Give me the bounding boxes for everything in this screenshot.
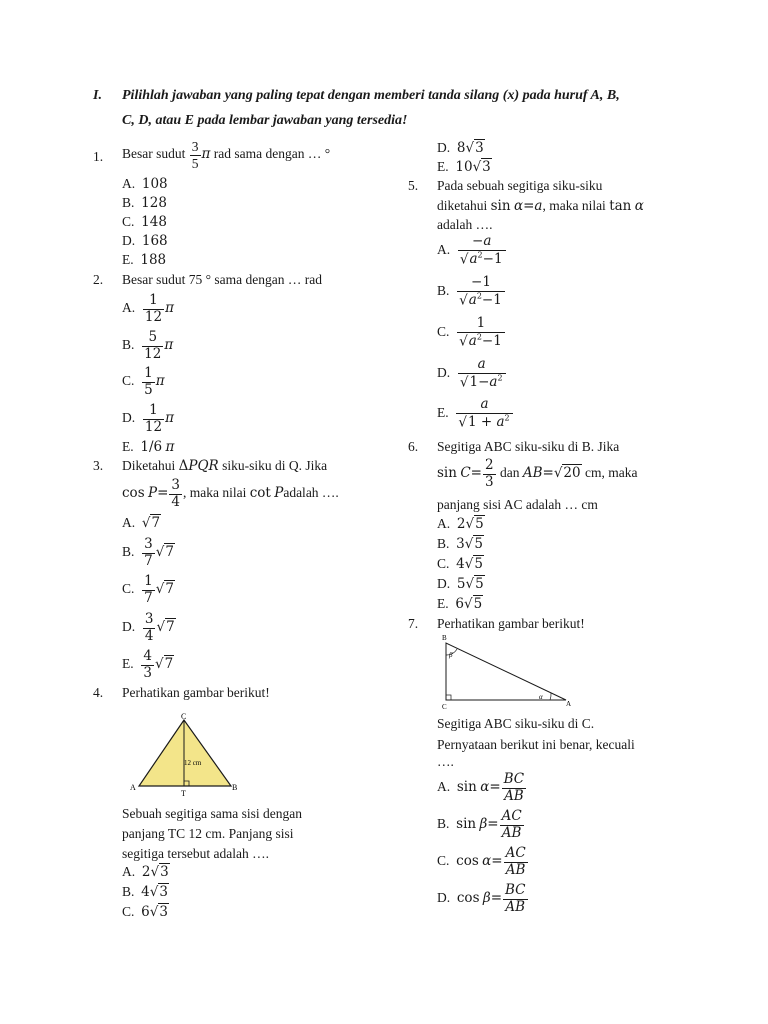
- radicand-var: a: [468, 333, 477, 350]
- angle: α: [480, 779, 490, 796]
- label-a: A: [566, 700, 572, 708]
- text: siku-siku di Q. Jika: [222, 458, 328, 473]
- frac-den: 4: [171, 493, 180, 510]
- equals: =: [542, 465, 554, 482]
- pi-symbol: π: [164, 337, 174, 354]
- option-fraction: [500, 809, 524, 841]
- q5-number: 5.: [408, 178, 419, 193]
- q5-option-d[interactable]: [437, 357, 507, 391]
- q5-option-a[interactable]: [437, 234, 507, 268]
- q3-option-a[interactable]: [122, 515, 161, 531]
- frac-den: [458, 250, 506, 268]
- q6-option-c[interactable]: [437, 556, 484, 572]
- q4-number: 4.: [93, 685, 104, 700]
- q1-number: 1.: [93, 149, 104, 164]
- sqrt: $√1-a^2$: [459, 373, 503, 391]
- sqrt: √7: [155, 544, 174, 561]
- sqrt: √20: [553, 465, 581, 482]
- radicand-var: a: [468, 292, 477, 309]
- sqrt: $√a^2-1$: [459, 291, 502, 309]
- frac-den: AB: [502, 788, 527, 805]
- frac-den: AB: [504, 862, 528, 879]
- label-b: B: [232, 783, 238, 792]
- radicand: 5: [475, 516, 484, 532]
- frac-den: [458, 373, 506, 391]
- frac-num: AC: [501, 808, 522, 824]
- frac-num: 1: [149, 402, 158, 418]
- frac-den: AB: [503, 899, 528, 916]
- alpha: α: [634, 198, 644, 214]
- option-fraction: [142, 537, 155, 569]
- option-letter: D.: [437, 576, 451, 591]
- option-letter: C.: [437, 323, 450, 339]
- q7-option-d[interactable]: D. cos β= $\frac{BC}{AB}$: [437, 882, 526, 915]
- sqrt: √7: [156, 619, 175, 636]
- option-letter: C.: [122, 214, 135, 229]
- option-letter: E.: [437, 596, 449, 611]
- radicand-tail: −1: [481, 292, 502, 309]
- option-letter: A.: [437, 779, 451, 795]
- q4-option-b[interactable]: [122, 884, 169, 900]
- option-letter: A.: [122, 864, 136, 879]
- frac-num: 1: [144, 573, 153, 589]
- equals: =: [157, 485, 169, 502]
- q3-stem-line2: [122, 478, 339, 510]
- sqrt: $√1 + a^2$: [458, 413, 510, 431]
- option-letter: B.: [437, 816, 450, 832]
- q5-stem-line1: Pada sebuah segitiga siku-siku: [437, 178, 603, 193]
- instruction-line-1: Pilihlah jawaban yang paling tepat dengan memberi tanda silang (x) pada huruf A, B,: [122, 88, 620, 103]
- q1-option-e[interactable]: [122, 252, 166, 268]
- q7-stem: Perhatikan gambar berikut!: [437, 616, 585, 631]
- frac-den: [457, 291, 505, 309]
- q2-option-e[interactable]: [122, 439, 174, 455]
- q3-option-e[interactable]: [122, 649, 174, 681]
- frac-den: [457, 332, 505, 350]
- q7-desc-line2: Pernyataan berikut ini benar, kecuali: [437, 737, 635, 752]
- q1-option-a[interactable]: [122, 176, 168, 192]
- q7-option-c[interactable]: C. cos α= $\frac{AC}{AB}$: [437, 845, 526, 878]
- exponent: 2: [504, 413, 510, 423]
- label-a: A: [130, 783, 136, 792]
- option-letter: D.: [122, 410, 136, 426]
- q7-option-a[interactable]: A. sin α= $\frac{BC}{AB}$: [437, 771, 525, 804]
- sqrt: √7: [154, 656, 174, 673]
- q1-frac-num: 3: [191, 139, 199, 154]
- q7-triangle-figure: [436, 633, 576, 711]
- radicand: 3: [159, 904, 168, 920]
- option-letter: B.: [122, 337, 135, 353]
- coefficient: 2: [456, 516, 466, 532]
- q2-option-d[interactable]: [122, 403, 174, 435]
- frac-den: 7: [144, 589, 153, 606]
- radicand: 5: [474, 556, 483, 572]
- coefficient: 4: [141, 884, 150, 900]
- q4-option-d[interactable]: [437, 140, 485, 156]
- tan-fn: tan: [609, 198, 632, 214]
- option-letter: C.: [437, 556, 450, 571]
- option-letter: D.: [437, 364, 451, 380]
- equals: =: [470, 465, 482, 482]
- coefficient: 6: [141, 904, 150, 920]
- frac-num: 5: [148, 329, 158, 345]
- coefficient: 6: [455, 596, 464, 612]
- equals: =: [523, 198, 535, 214]
- q4-desc-line2: panjang TC 12 cm. Panjang sisi: [122, 826, 294, 841]
- q2-number: 2.: [93, 272, 104, 287]
- q6-number: 6.: [408, 439, 419, 454]
- radicand: 5: [475, 576, 484, 592]
- label-c: C: [442, 703, 447, 711]
- sqrt: √3: [465, 140, 484, 156]
- coefficient: 10: [455, 159, 473, 175]
- radicand: 3: [159, 884, 168, 900]
- angle: α: [482, 853, 492, 870]
- frac-den: 12: [144, 345, 162, 362]
- q6-option-d[interactable]: [437, 576, 485, 592]
- frac-den: 3: [143, 664, 152, 681]
- label-length: 12 cm: [184, 759, 202, 767]
- q2-option-a[interactable]: [122, 293, 174, 325]
- q4-desc-line3: segitiga tersebut adalah ….: [122, 846, 269, 861]
- option-letter: E.: [122, 656, 134, 672]
- coefficient: 4: [456, 556, 465, 572]
- cot-fn: cot: [249, 485, 271, 502]
- radicand-lead: 1−: [469, 374, 490, 391]
- q4-stem: Perhatikan gambar berikut!: [122, 685, 270, 700]
- option-text: 148: [141, 214, 167, 230]
- option-letter: B.: [122, 195, 135, 210]
- exponent: 2: [476, 291, 482, 301]
- option-fraction: [456, 397, 512, 431]
- option-fraction: [143, 293, 164, 325]
- sqrt: √3: [472, 159, 491, 175]
- q5-stem-line3: adalah ….: [437, 217, 493, 232]
- q1-pi: π: [201, 146, 211, 163]
- trig-fn: sin: [456, 816, 477, 833]
- q4-option-c[interactable]: [122, 904, 169, 920]
- option-letter: E.: [122, 252, 134, 267]
- q7-desc-line3: ….: [437, 754, 454, 769]
- text: dan: [499, 465, 520, 481]
- q2-option-c[interactable]: [122, 366, 165, 398]
- radicand: 20: [563, 465, 581, 482]
- alpha: α: [513, 198, 524, 214]
- sqrt: √3: [150, 864, 169, 880]
- option-fraction: [142, 330, 163, 362]
- frac-den: 3: [484, 473, 494, 490]
- var-a: a: [534, 198, 543, 214]
- option-letter: A.: [122, 176, 136, 191]
- right-triangle: [446, 643, 566, 700]
- q6-stem-line1: Segitiga ABC siku-siku di B. Jika: [437, 439, 620, 454]
- q2-stem: Besar sudut 75 ° sama dengan … rad: [122, 272, 322, 287]
- q6-stem-line3: panjang sisi AC adalah … cm: [437, 497, 598, 512]
- frac-num: a: [480, 396, 489, 412]
- q6-option-a[interactable]: [437, 516, 485, 532]
- coefficient: 5: [456, 576, 466, 592]
- option-letter: A.: [437, 241, 451, 257]
- option-fraction: [142, 574, 155, 606]
- option-fraction: [503, 883, 528, 915]
- radicand-tail: −1: [481, 333, 502, 350]
- option-letter: A.: [122, 300, 136, 316]
- q5-stem-line2: [437, 198, 644, 214]
- pi-symbol: π: [165, 439, 175, 455]
- var-ab: AB: [522, 465, 543, 482]
- q1-stem: [122, 139, 330, 171]
- coefficient: 8: [456, 140, 466, 156]
- radicand-var: a: [489, 374, 498, 391]
- option-text: 188: [140, 252, 167, 268]
- text: Diketahui: [122, 458, 176, 473]
- radicand: 3: [482, 159, 491, 175]
- frac-num: BC: [503, 771, 525, 787]
- label-t: T: [181, 789, 186, 798]
- option-fraction: [143, 403, 164, 435]
- radicand: 3: [475, 140, 484, 156]
- q3-stem-line1: [122, 458, 327, 474]
- frac-num: 1: [476, 315, 486, 331]
- frac-den: 12: [144, 308, 163, 325]
- sqrt: √7: [155, 581, 174, 598]
- exponent: 2: [497, 373, 503, 383]
- q7-number: 7.: [408, 616, 419, 631]
- q3-fraction: [169, 478, 182, 510]
- frac-num: 3: [144, 611, 154, 627]
- option-letter: B.: [437, 536, 450, 551]
- option-letter: C.: [122, 581, 135, 597]
- label-b: B: [442, 634, 447, 642]
- angle: β: [479, 816, 488, 833]
- option-fraction: [141, 649, 154, 681]
- frac-num: −1: [471, 274, 491, 290]
- option-letter: C.: [437, 853, 450, 869]
- option-letter: A.: [122, 515, 136, 530]
- sqrt: $√a^2-1$: [459, 332, 502, 350]
- var-c: C: [460, 465, 471, 482]
- q7-desc-line1: Segitiga ABC siku-siku di C.: [437, 716, 595, 731]
- sqrt: √5: [465, 576, 484, 592]
- angle: β: [482, 890, 491, 907]
- q1-frac-den: 5: [191, 155, 199, 171]
- q7-option-b[interactable]: B. sin β= $\frac{AC}{AB}$: [437, 808, 522, 841]
- q6-option-b[interactable]: [437, 536, 484, 552]
- pi-symbol: π: [165, 300, 174, 317]
- option-fraction: [457, 316, 505, 350]
- option-text: 1/6: [140, 439, 163, 455]
- frac-num: BC: [505, 882, 526, 898]
- var-p: P: [274, 485, 284, 502]
- trig-fn: cos: [456, 890, 480, 907]
- option-fraction: [504, 846, 528, 878]
- frac-num: 4: [143, 648, 152, 664]
- q1-option-d[interactable]: [122, 233, 168, 249]
- frac-num: 1: [149, 292, 158, 308]
- radicand: 5: [474, 536, 483, 552]
- option-fraction: [458, 357, 506, 391]
- frac-num: 2: [484, 457, 494, 473]
- sqrt: √5: [465, 516, 484, 532]
- q4-option-a[interactable]: [122, 864, 170, 880]
- radicand: 7: [164, 656, 174, 673]
- sqrt: $√a^2-1$: [459, 250, 503, 268]
- radicand: 3: [160, 864, 169, 880]
- frac-num: 3: [171, 477, 180, 493]
- sqrt: √5: [463, 596, 483, 612]
- option-letter: D.: [437, 140, 451, 155]
- q5-option-b[interactable]: [437, 275, 506, 309]
- q5-option-c[interactable]: [437, 316, 506, 350]
- q1-option-c[interactable]: [122, 214, 167, 230]
- option-letter: B.: [122, 544, 135, 560]
- coefficient: 3: [456, 536, 465, 552]
- q3-option-d[interactable]: [122, 612, 176, 644]
- frac-den: 12: [144, 418, 163, 435]
- sqrt: √5: [464, 536, 483, 552]
- label-alpha: α: [539, 693, 543, 701]
- text: cm, maka: [584, 465, 638, 481]
- q1-option-b[interactable]: [122, 195, 167, 211]
- var-p: P: [148, 485, 158, 502]
- option-letter: C.: [122, 373, 135, 389]
- frac-den: 7: [144, 552, 153, 569]
- frac-den: AB: [500, 825, 524, 842]
- radicand-var: a: [469, 251, 478, 268]
- radicand-tail: −1: [482, 251, 503, 268]
- section-numeral: I.: [93, 88, 102, 103]
- option-fraction: [143, 612, 156, 644]
- frac-num: AC: [505, 845, 526, 861]
- q3-number: 3.: [93, 458, 104, 473]
- exponent: 2: [476, 332, 482, 342]
- trig-fn: sin: [456, 779, 477, 796]
- q1-stem-pre: Besar sudut: [122, 146, 186, 162]
- option-text: 108: [141, 176, 168, 192]
- option-letter: B.: [122, 884, 135, 899]
- option-letter: C.: [122, 904, 135, 919]
- pi-symbol: π: [165, 410, 174, 427]
- coefficient: 2: [141, 864, 151, 880]
- q3-option-c[interactable]: [122, 574, 175, 606]
- exponent: 2: [477, 250, 483, 260]
- q6-fraction: [483, 458, 496, 490]
- q5-option-e[interactable]: [437, 397, 514, 431]
- q6-stem-line2: [437, 458, 637, 490]
- sqrt: √3: [149, 904, 168, 920]
- option-text: 168: [141, 233, 168, 249]
- option-letter: D.: [122, 619, 136, 635]
- frac-num: 3: [144, 536, 153, 552]
- option-fraction: [458, 234, 506, 268]
- frac-num: −a: [472, 233, 492, 249]
- pi-symbol: π: [155, 373, 165, 390]
- radicand: 7: [165, 544, 174, 561]
- sqrt: √5: [464, 556, 483, 572]
- q2-option-b[interactable]: [122, 330, 173, 362]
- text: , maka nilai: [542, 198, 606, 213]
- radicand: 7: [151, 515, 161, 531]
- sin-fn: sin: [437, 465, 457, 482]
- frac-den: [456, 413, 512, 431]
- sqrt: √3: [149, 884, 168, 900]
- instruction-line-2: C, D, atau E pada lembar jawaban yang tersedia!: [122, 113, 408, 128]
- q4-desc-line1: Sebuah segitiga sama sisi dengan: [122, 806, 302, 821]
- option-fraction: [457, 275, 505, 309]
- radicand: 7: [165, 581, 174, 598]
- q4-triangle-figure: [120, 708, 250, 800]
- option-letter: B.: [437, 282, 450, 298]
- radicand: 5: [473, 596, 483, 612]
- text: , maka nilai: [183, 485, 247, 501]
- frac-den: 4: [144, 627, 154, 644]
- option-text: 128: [141, 195, 167, 211]
- frac-num: a: [477, 356, 486, 372]
- frac-num: 1: [144, 365, 153, 381]
- option-letter: A.: [437, 516, 451, 531]
- trig-fn: cos: [456, 853, 479, 870]
- q4-option-e[interactable]: [437, 159, 492, 175]
- equilateral-triangle: [139, 720, 231, 786]
- label-c: C: [181, 712, 187, 721]
- option-letter: D.: [437, 890, 451, 906]
- radicand-var: a: [496, 414, 505, 431]
- option-fraction: [142, 366, 155, 398]
- q3-option-b[interactable]: [122, 537, 175, 569]
- option-letter: E.: [437, 159, 449, 174]
- sqrt: √7: [141, 515, 161, 531]
- q1-fraction: [190, 139, 201, 171]
- option-letter: D.: [122, 233, 136, 248]
- cos-fn: cos: [122, 485, 145, 502]
- option-fraction: [502, 772, 527, 804]
- option-letter: E.: [437, 404, 449, 420]
- triangle-name: PQR: [188, 458, 219, 474]
- q6-option-e[interactable]: [437, 596, 483, 612]
- q1-stem-post: rad sama dengan … °: [213, 146, 331, 162]
- frac-den: 5: [144, 381, 153, 398]
- radicand-lead: 1 +: [467, 414, 497, 431]
- triangle-symbol: Δ: [178, 458, 189, 474]
- option-letter: E.: [122, 439, 134, 454]
- label-beta: β: [449, 651, 453, 659]
- text: diketahui: [437, 198, 488, 213]
- radicand: 7: [166, 619, 175, 636]
- sin-fn: sin: [490, 198, 511, 214]
- text: adalah ….: [283, 485, 339, 501]
